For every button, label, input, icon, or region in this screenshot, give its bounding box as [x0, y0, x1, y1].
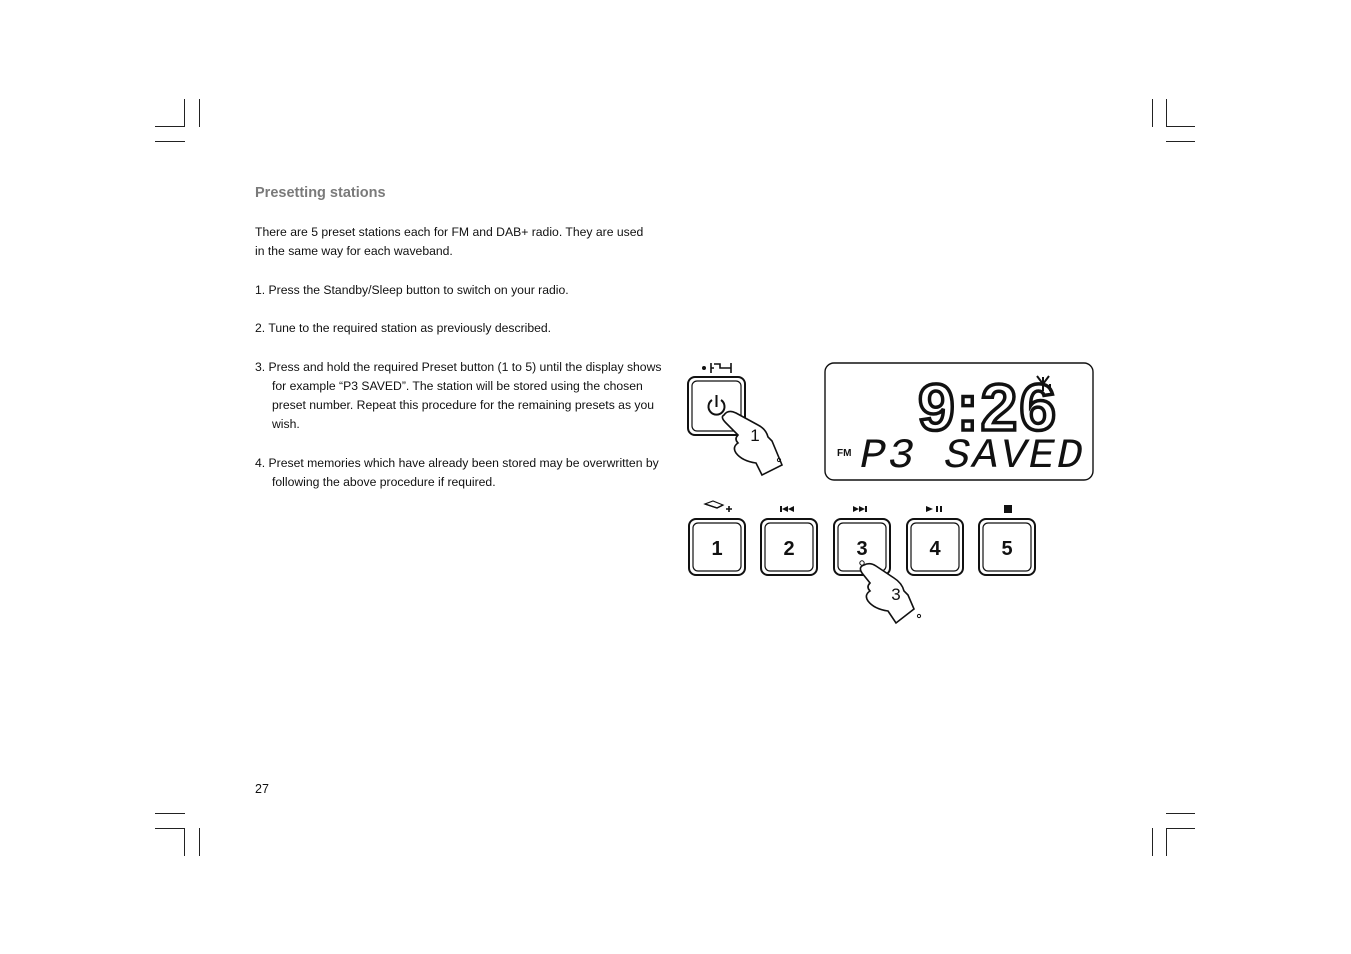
callout-number: 1 — [750, 426, 760, 445]
stop-icon — [1004, 505, 1012, 513]
skip-forward-icon — [853, 506, 867, 512]
crop-mark — [184, 828, 185, 856]
crop-mark — [1166, 141, 1195, 142]
intro-paragraph: There are 5 preset stations each for FM and DAB+ radio. They are used in the same way for each waveband. — [255, 225, 644, 258]
crop-mark — [199, 828, 200, 856]
preset-button-4 — [907, 519, 963, 575]
crop-mark — [1166, 99, 1167, 127]
step-3: 3. Press and hold the required Preset button (1 to 5) until the display shows for example “P3 SAVED”. The station will be stored using the chosen preset number. Repeat this procedure for the remaining presets as you wish. — [255, 360, 662, 431]
preset-label: 4 — [929, 538, 941, 560]
crop-mark — [1166, 813, 1195, 814]
preset-label: 1 — [711, 538, 723, 560]
preset-icons — [705, 501, 1012, 513]
crop-mark — [1152, 828, 1153, 856]
lcd-display — [825, 363, 1093, 480]
play-pause-icon — [926, 506, 942, 512]
step-1: 1. Press the Standby/Sleep button to switch on your radio. — [255, 283, 569, 297]
callout-number: 3 — [891, 585, 901, 604]
crop-mark — [155, 813, 185, 814]
display-message: P3 SAVED — [860, 432, 1085, 480]
preset-label: 2 — [783, 538, 795, 560]
skip-back-icon — [780, 506, 794, 512]
preset-button-2 — [761, 519, 817, 575]
crop-mark — [184, 99, 185, 127]
crop-mark — [1152, 99, 1153, 127]
crop-mark — [155, 126, 185, 127]
crop-mark — [1166, 828, 1167, 856]
crop-mark — [1166, 828, 1195, 829]
crop-mark — [155, 141, 185, 142]
crop-mark — [199, 99, 200, 127]
crop-mark — [1166, 126, 1195, 127]
crop-mark — [155, 828, 185, 829]
step-2: 2. Tune to the required station as previously described. — [255, 321, 552, 335]
preset-add-icon — [705, 501, 732, 512]
preset-label: 3 — [856, 538, 868, 560]
step-4: 4. Preset memories which have already been stored may be overwritten by following the above procedure if required. — [255, 456, 659, 489]
section-heading: Presetting stations — [255, 185, 386, 201]
preset-button-1 — [689, 519, 745, 575]
sleep-icon — [711, 363, 731, 373]
radio-illustration — [680, 355, 1110, 635]
display-time: 9:26 — [917, 370, 1059, 444]
page-number: 27 — [255, 782, 269, 796]
preset-label: 5 — [1001, 538, 1013, 560]
display-band: FM — [837, 448, 852, 459]
preset-button-5 — [979, 519, 1035, 575]
